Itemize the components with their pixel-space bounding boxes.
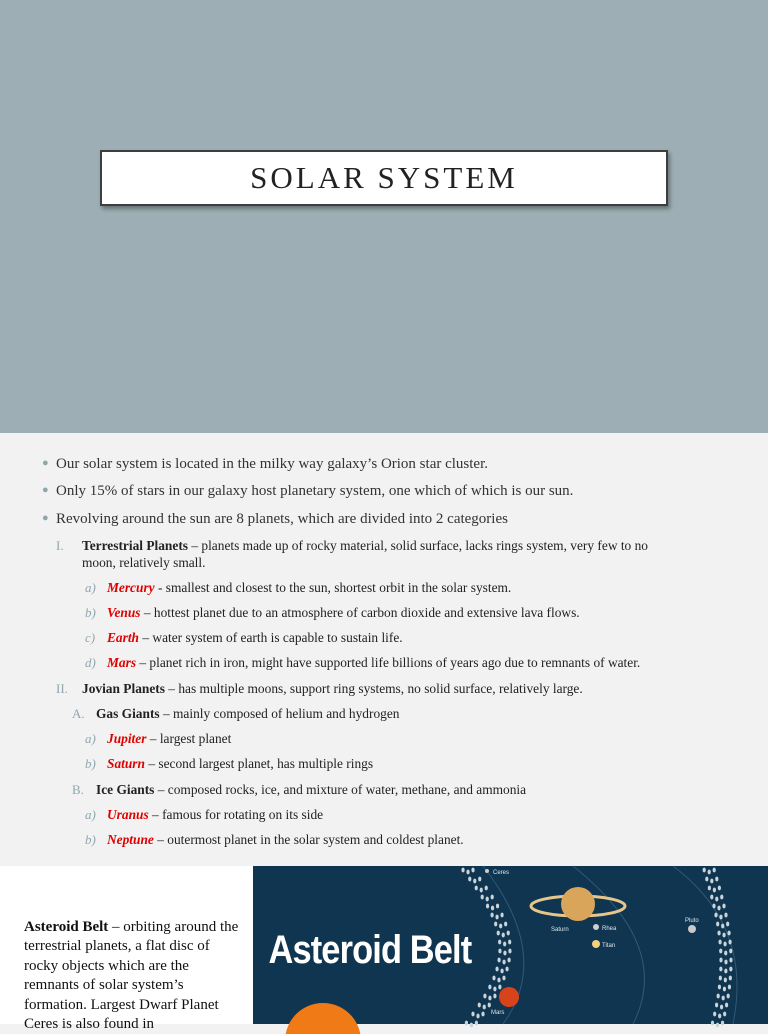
- planet-name: Mars: [107, 655, 137, 670]
- asteroid-dot: [719, 915, 722, 920]
- list-marker: A.: [72, 706, 85, 721]
- asteroid-dot: [727, 931, 730, 936]
- asteroid-dot: [717, 906, 720, 911]
- asteroid-dot: [722, 904, 725, 909]
- asteroid-dot: [503, 951, 506, 956]
- title-slide: [0, 0, 768, 433]
- asteroid-dot: [725, 1003, 728, 1008]
- asteroid-dot: [715, 897, 718, 902]
- planet-desc: – planet rich in iron, might have supported life billions of years ago due to remnants of water.: [136, 655, 641, 670]
- asteroid-dot: [729, 949, 732, 954]
- asteroid-dot: [475, 1021, 478, 1026]
- asteroid-dot: [716, 922, 719, 927]
- asteroid-dot: [729, 958, 732, 963]
- list-item: [85, 806, 745, 823]
- terrestrial-desc-cont: moon, relatively small.: [82, 555, 206, 570]
- saturn-icon: [561, 887, 595, 921]
- gas-giants-name: Gas Giants: [96, 706, 160, 721]
- asteroid-dot: [724, 913, 727, 918]
- planet-name: Venus: [107, 605, 141, 620]
- asteroid-dot: [718, 886, 721, 891]
- mars-icon: [499, 987, 519, 1007]
- asteroid-dot: [498, 940, 501, 945]
- asteroid-dot: [724, 951, 727, 956]
- asteroid-dot: [712, 904, 715, 909]
- list-marker: B.: [72, 782, 84, 797]
- jovian-heading: Jovian Planets: [82, 681, 165, 696]
- slide-title: SOLAR SYSTEM: [250, 160, 518, 195]
- list-marker: a): [85, 807, 96, 822]
- asteroid-dot: [499, 924, 502, 929]
- asteroid-dot: [710, 879, 713, 884]
- list-marker: b): [85, 756, 96, 771]
- bullet-dot-icon: ●: [42, 457, 49, 469]
- asteroid-dot: [719, 949, 722, 954]
- gas-giants-heading: [72, 705, 742, 722]
- asteroid-dot: [498, 985, 501, 990]
- asteroid-dot: [502, 960, 505, 965]
- terrestrial-section: [56, 537, 746, 573]
- titan-icon: [592, 940, 600, 948]
- asteroid-dot: [483, 1005, 486, 1010]
- content-slide: [0, 433, 768, 866]
- asteroid-dot: [718, 940, 721, 945]
- asteroid-dot: [714, 913, 717, 918]
- list-item: [85, 755, 745, 772]
- asteroid-dot: [720, 895, 723, 900]
- asteroid-dot: [505, 967, 508, 972]
- asteroid-dot: [503, 942, 506, 947]
- asteroid-belt-desc: – orbiting around the terrestrial planets, a flat disc of rocky objects which are the remnants of solar system’s formation. Largest Dwarf Planet Ceres is also found in: [24, 919, 239, 1033]
- asteroid-dot: [720, 1005, 723, 1010]
- jovian-section: [56, 680, 746, 697]
- asteroid-dot: [727, 994, 730, 999]
- planet-desc: – second largest planet, has multiple rings: [144, 756, 374, 771]
- terrestrial-desc: – planets made up of rocky material, solid surface, lacks rings system, very few to no: [188, 538, 648, 553]
- list-marker: d): [85, 655, 96, 670]
- asteroid-dot: [729, 967, 732, 972]
- list-item: [85, 629, 745, 646]
- asteroid-dot: [724, 978, 727, 983]
- asteroid-dot: [723, 1012, 726, 1017]
- asteroid-dot: [719, 958, 722, 963]
- asteroid-dot: [471, 1012, 474, 1017]
- asteroid-dot: [502, 933, 505, 938]
- asteroid-dot: [470, 1023, 473, 1028]
- asteroid-dot: [491, 895, 494, 900]
- asteroid-dot: [493, 994, 496, 999]
- asteroid-dot: [718, 1014, 721, 1019]
- bullet-dot-icon: ●: [42, 484, 49, 496]
- asteroid-dot: [491, 906, 494, 911]
- asteroid-dot: [703, 868, 706, 873]
- list-item: [85, 579, 745, 596]
- list-marker: I.: [56, 538, 64, 553]
- asteroid-dot: [719, 976, 722, 981]
- asteroid-dot: [507, 931, 510, 936]
- gas-giants-desc: – mainly composed of helium and hydrogen: [159, 706, 400, 721]
- asteroid-dot: [705, 877, 708, 882]
- asteroid-dot: [485, 886, 488, 891]
- asteroid-dot: [497, 931, 500, 936]
- planet-name: Uranus: [107, 807, 149, 822]
- planet-desc: – water system of earth is capable to sustain life.: [139, 630, 403, 645]
- asteroid-dot: [723, 942, 726, 947]
- asteroid-dot: [471, 868, 474, 873]
- list-marker: a): [85, 580, 96, 595]
- titan-label: Titan: [602, 943, 616, 949]
- mars-label: Mars: [491, 1010, 505, 1016]
- ice-giants-desc: – composed rocks, ice, and mixture of water, methane, and ammonia: [154, 782, 527, 797]
- list-item: [85, 730, 745, 747]
- planet-desc: - smallest and closest to the sun, shortest orbit in the solar system.: [154, 580, 512, 595]
- planet-name: Earth: [107, 630, 140, 645]
- image-heading: Asteroid Belt: [268, 926, 472, 972]
- asteroid-dot: [495, 915, 498, 920]
- asteroid-dot: [481, 895, 484, 900]
- asteroid-dot: [729, 976, 732, 981]
- asteroid-dot: [497, 958, 500, 963]
- planet-name: Neptune: [107, 832, 154, 847]
- rhea-icon: [593, 924, 599, 930]
- list-marker: II.: [56, 681, 68, 696]
- asteroid-dot: [504, 922, 507, 927]
- bullet-dot-icon: ●: [42, 512, 49, 524]
- asteroid-belt-illustration: [253, 866, 768, 1024]
- asteroid-belt-term: Asteroid Belt: [24, 919, 109, 935]
- asteroid-dot: [724, 960, 727, 965]
- terrestrial-heading: Terrestrial Planets: [82, 538, 188, 553]
- asteroid-dot: [717, 931, 720, 936]
- asteroid-dot: [494, 922, 497, 927]
- pluto-icon: [688, 925, 696, 933]
- asteroid-dot: [486, 897, 489, 902]
- pluto-label: Pluto: [685, 918, 699, 924]
- asteroid-dot: [486, 904, 489, 909]
- asteroid-dot: [721, 1021, 724, 1026]
- planet-desc: – famous for rotating on its side: [148, 807, 324, 822]
- ice-giants-heading: [72, 781, 742, 798]
- planet-desc: – outermost planet in the solar system and coldest planet.: [153, 832, 464, 847]
- list-marker: c): [85, 630, 96, 645]
- asteroid-dot: [508, 940, 511, 945]
- asteroid-dot: [508, 949, 511, 954]
- asteroid-dot: [475, 886, 478, 891]
- bullet-text: Our solar system is located in the milky way galaxy’s Orion star cluster.: [56, 456, 488, 472]
- asteroid-dot: [500, 913, 503, 918]
- asteroid-belt-graphic: [253, 866, 768, 1024]
- ice-giants-name: Ice Giants: [96, 782, 155, 797]
- asteroid-dot: [476, 1014, 479, 1019]
- asteroid-dot: [728, 985, 731, 990]
- asteroid-dot: [711, 1021, 714, 1026]
- saturn-label: Saturn: [551, 927, 569, 933]
- asteroid-dot: [716, 1023, 719, 1028]
- ceres-label: Ceres: [493, 870, 510, 876]
- ceres-icon: [485, 869, 489, 873]
- rhea-label: Rhea: [602, 926, 617, 932]
- bullet-text: Only 15% of stars in our galaxy host planetary system, one which of which is our sun.: [56, 483, 574, 499]
- asteroid-dot: [723, 987, 726, 992]
- list-marker: a): [85, 731, 96, 746]
- asteroid-dot: [500, 969, 503, 974]
- asteroid-dot: [496, 904, 499, 909]
- asteroid-dot: [480, 888, 483, 893]
- asteroid-dot: [497, 978, 500, 983]
- title-box: [100, 150, 668, 206]
- asteroid-dot: [722, 933, 725, 938]
- asteroid-dot: [473, 879, 476, 884]
- asteroid-belt-text: [24, 918, 246, 1034]
- jovian-desc: – has multiple moons, support ring systems, no solid surface, relatively large.: [164, 681, 583, 696]
- asteroid-dot: [493, 987, 496, 992]
- asteroid-dot: [710, 895, 713, 900]
- asteroid-dot: [483, 994, 486, 999]
- asteroid-dot: [713, 868, 716, 873]
- asteroid-dot: [715, 1003, 718, 1008]
- asteroid-dot: [728, 940, 731, 945]
- asteroid-dot: [481, 1012, 484, 1017]
- asteroid-belt-slide: [0, 866, 768, 1033]
- asteroid-dot: [478, 877, 481, 882]
- asteroid-dot: [461, 868, 464, 873]
- list-marker: b): [85, 832, 96, 847]
- asteroid-dot: [708, 870, 711, 875]
- planet-desc: – largest planet: [146, 731, 232, 746]
- asteroid-dot: [478, 1003, 481, 1008]
- asteroid-dot: [488, 1003, 491, 1008]
- planet-name: Saturn: [107, 756, 145, 771]
- asteroid-dot: [488, 996, 491, 1001]
- list-item: [85, 831, 745, 848]
- asteroid-dot: [719, 967, 722, 972]
- asteroid-dot: [468, 877, 471, 882]
- asteroid-dot: [498, 949, 501, 954]
- asteroid-dot: [726, 922, 729, 927]
- planet-name: Mercury: [107, 580, 155, 595]
- asteroid-dot: [717, 994, 720, 999]
- list-item: [85, 654, 755, 671]
- asteroid-dot: [721, 924, 724, 929]
- asteroid-dot: [490, 913, 493, 918]
- asteroid-dot: [465, 1021, 468, 1026]
- asteroid-dot: [502, 976, 505, 981]
- list-marker: b): [85, 605, 96, 620]
- planet-name: Jupiter: [107, 731, 147, 746]
- asteroid-dot: [507, 958, 510, 963]
- asteroid-dot: [718, 985, 721, 990]
- asteroid-dot: [488, 985, 491, 990]
- asteroid-dot: [722, 996, 725, 1001]
- planet-desc: – hottest planet due to an atmosphere of carbon dioxide and extensive lava flows.: [140, 605, 580, 620]
- asteroid-dot: [713, 1012, 716, 1017]
- asteroid-dot: [715, 877, 718, 882]
- asteroid-dot: [466, 870, 469, 875]
- asteroid-dot: [708, 886, 711, 891]
- bullet-text: Revolving around the sun are 8 planets, which are divided into 2 categories: [56, 511, 508, 527]
- asteroid-dot: [713, 888, 716, 893]
- asteroid-dot: [724, 969, 727, 974]
- asteroid-dot: [495, 967, 498, 972]
- asteroid-dot: [492, 976, 495, 981]
- list-item: [85, 604, 745, 621]
